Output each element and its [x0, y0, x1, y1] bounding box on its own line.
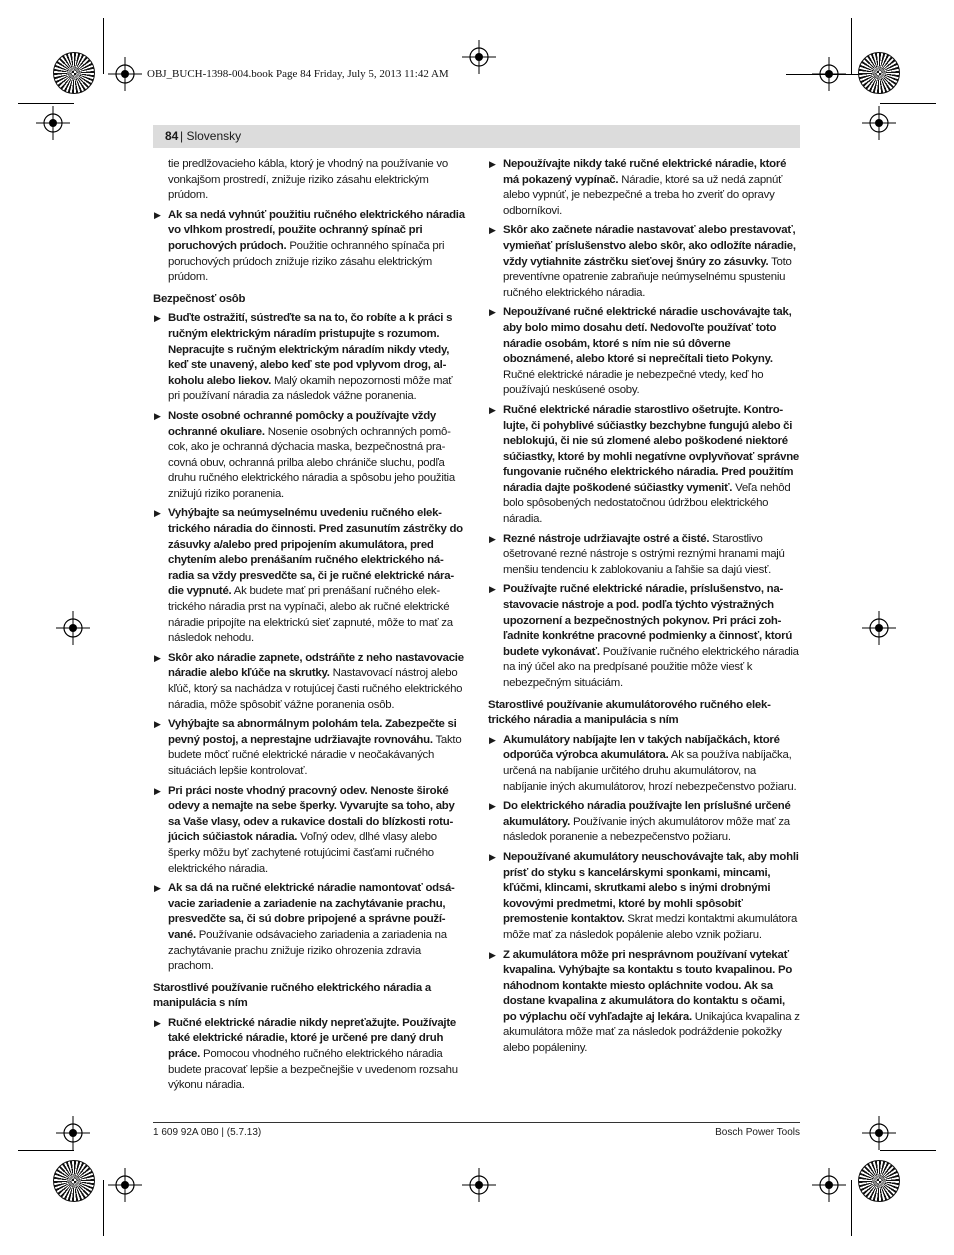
instruction-emphasis: Ak sa nedá vyhnúť použitiu ručného elektrického náradia vo vlhkom prostredí, použite ochranný spínač pri poruchových prúdoch.	[168, 208, 465, 252]
safety-instruction	[488, 223, 800, 301]
instruction-text: Skrat medzi kontaktmi akumulátora môže mať za následok popálenie alebo vznik požiaru.	[503, 913, 798, 941]
safety-instruction	[488, 157, 800, 219]
safety-instruction	[488, 948, 800, 1057]
paragraph-continuation: tie predlžovacieho kábla, ktorý je vhodný na používanie vo vonkajšom prostredí, znižuje riziko zásahu elektrickým prúdom.	[168, 158, 448, 202]
instruction-emphasis: Používajte ručné elektrické náradie, príslušenstvo, nastavovacie nástroje a pod. podľa týchto výstražných upozornení a bezpečnostných pokynov. Pri práci zohľadnite konkrétne pracovné podmienky a činnosť, ktorú budete vykonávať.	[503, 583, 793, 658]
bullet-arrow-icon: ▶	[489, 801, 496, 812]
safety-instruction	[488, 733, 800, 795]
registration-mark-icon	[36, 106, 70, 140]
instruction-emphasis: Noste osobné ochranné pomôcky a používajte vždy ochranné okuliare.	[168, 409, 437, 438]
instruction-emphasis: Z akumulátora môže pri nesprávnom používaní vytekať kvapalina. Vyhýbajte sa kontaktu s touto kvapalinou. Po náhodnom kontakte miesto opláchnite vodou. Ak sa dostane kvapalina z akumulátora do kontaktu s očami, po výplachu očí vyhľadajte aj lekára.	[503, 948, 793, 1023]
instruction-emphasis: Nepoužívajte nikdy také ručné elektrické náradie, ktoré má pokazený vypínač.	[503, 158, 787, 186]
instruction-emphasis: Do elektrického náradia používajte len príslušné určené akumulátory.	[503, 800, 791, 828]
bullet-arrow-icon: ▶	[489, 734, 496, 745]
instruction-emphasis: Nepoužívané akumulátory neuschovávajte tak, aby mohli prísť do styku s kancelárskymi sponkami, mincami, kľúčmi, klincami, skrutkami alebo s inými drobnými kovovými predmetmi, ktoré by mohli spôsobiť premostenie kontaktov.	[503, 850, 799, 926]
instruction-text: Ručné elektrické náradie je nebezpečné vtedy, keď ho používajú neskúsené osoby.	[503, 368, 764, 397]
instruction-text: Veľa nehôd bolo spôsobených nedostatočnou údržbou elektrického náradia.	[503, 481, 791, 526]
instruction-emphasis: Buďte ostražití, sústreďte sa na to, čo robíte a k práci s ručným elektrickým náradím pristupujte s rozumom. Nepracujte s ručným elektrickým náradím nikdy vtedy, keď ste unavený, alebo keď ste pod vplyvom drog, alkoholu alebo liekov.	[168, 312, 453, 387]
registration-mark-icon	[862, 1116, 896, 1150]
instruction-emphasis: Akumulátory nabíjajte len v takých nabíjačkách, ktoré odporúča výrobca akumulátora.	[503, 733, 780, 762]
instruction-text: Takto budete môcť ručné elektrické náradie v neočakávaných situáciách lepšie kontrolovať.	[168, 733, 462, 777]
safety-instruction	[488, 799, 800, 846]
registration-mark-icon	[862, 106, 896, 140]
safety-instruction	[153, 311, 465, 405]
instruction-text: Toto preventívne opatrenie zabraňuje neúmyselnému spusteniu ručného elektrického náradia.	[503, 255, 792, 299]
registration-mark-icon	[462, 1168, 496, 1202]
safety-instruction	[153, 208, 465, 286]
instruction-text: Nastavovací nástroj alebo kľúč, ktorý sa nachádza v rotujúcej časti ručného elektrického náradia, môže spôsobiť vážne poranenia osôb.	[168, 667, 463, 711]
trim-line	[103, 18, 104, 74]
instruction-text: Nosenie osobných ochranných pomôcok, ako je ochranná dýchacia maska, bezpečnostná pracovná obuv, ochranná prilba alebo chrániče sluchu, podľa druhu ručného elektrického náradia a spôsobu jeho použitia znižujú riziko poranenia.	[168, 425, 455, 500]
instruction-emphasis: Vyhýbajte sa neúmyselnému uvedeniu ručného elektrického náradia do činnosti. Pred zasunutím zástrčky do zásuvky a/alebo pred pripojením akumulátora, pred chytením alebo prenášaním ručného elektrického náradia sa vždy presvedčte sa, či je ručné elektrické náradie vypnuté.	[168, 507, 463, 598]
registration-mark-icon	[56, 611, 90, 645]
bullet-arrow-icon: ▶	[154, 785, 161, 796]
bullet-arrow-icon: ▶	[489, 307, 496, 318]
instruction-text: Malý okamih nepozornosti môže mať pri používaní náradia za následok vážne poranenia.	[168, 374, 453, 403]
instruction-text: Používanie odsávacieho zariadenia a zariadenia na zachytávanie prachu znižuje riziko ohrozenia zdravia prachom.	[168, 928, 447, 973]
instruction-emphasis: Rezné nástroje udržiavajte ostré a čisté.	[503, 532, 710, 545]
color-star-target-icon	[858, 1160, 900, 1202]
safety-instruction	[153, 506, 465, 646]
bullet-arrow-icon: ▶	[154, 313, 161, 324]
instruction-text: Pomocou vhodného ručného elektrického náradia budete pracovať lepšie a bezpečnejšie v uvedenom rozsahu výkonu náradia.	[168, 1048, 458, 1092]
safety-instruction	[153, 651, 465, 713]
instruction-text: Starostlivo ošetrované rezné nástroje s ostrými reznými hranami majú menšiu tendenciu k zablokovaniu a ľahšie sa dajú viesť.	[503, 532, 785, 576]
bullet-arrow-icon: ▶	[154, 652, 161, 663]
instruction-text: Náradie, ktoré sa už nedá zapnúť alebo vypnúť, je nebezpečné a treba ho zveriť do opravy odborníkovi.	[503, 173, 783, 217]
registration-mark-icon	[108, 1168, 142, 1202]
section-heading: Starostlivé používanie ručného elektrického náradia a manipulácia s ním	[153, 981, 431, 1010]
footer-doc-number: 1 609 92A 0B0 | (5.7.13)	[153, 1127, 262, 1138]
safety-instruction	[488, 582, 800, 691]
color-star-target-icon	[53, 52, 95, 94]
bullet-arrow-icon: ▶	[489, 533, 496, 544]
file-header: OBJ_BUCH-1398-004.book Page 84 Friday, July 5, 2013 11:42 AM	[147, 68, 449, 80]
registration-mark-icon	[56, 1116, 90, 1150]
instruction-text: Použitie ochranného spínača pri poruchových prúdoch znižuje riziko zásahu elektrickým prúdom.	[168, 239, 445, 284]
page-header-band	[153, 125, 800, 148]
safety-instruction	[153, 409, 465, 503]
bullet-arrow-icon: ▶	[489, 404, 496, 415]
bullet-arrow-icon: ▶	[154, 719, 161, 730]
instruction-text: Unikajúca kvapalina z akumulátora môže mať za následok podráždenie pokožky alebo popáleniny.	[503, 1010, 800, 1055]
color-star-target-icon	[858, 52, 900, 94]
instruction-emphasis: Skôr ako začnete náradie nastavovať alebo prestavovať, vymieňať príslušenstvo alebo skôr, ako odložíte náradie, vždy vytiahnite zástrčku sieťovej šnúry zo zásuvky.	[503, 224, 796, 268]
bullet-arrow-icon: ▶	[154, 508, 161, 519]
trim-line	[880, 1150, 936, 1151]
section-title: | Slovensky	[180, 129, 242, 143]
footer-rule	[153, 1122, 800, 1123]
instruction-text: Voľný odev, dlhé vlasy alebo šperky môžu byť zachytené rotujúcimi časťami ručného elektrického náradia.	[168, 831, 437, 875]
safety-instruction	[488, 305, 800, 399]
trim-line	[880, 103, 936, 104]
instruction-emphasis: Pri práci noste vhodný pracovný odev. Nenoste široké odevy a nemajte na sebe šperky. Vyvarujte sa toho, aby sa Vaše vlasy, odev a rukavice dostali do blízkosti rotujúcich súčiastok náradia.	[168, 784, 455, 844]
safety-instruction	[153, 784, 465, 878]
bullet-arrow-icon: ▶	[489, 949, 496, 960]
left-column	[153, 157, 465, 1098]
safety-instruction	[153, 881, 465, 975]
bullet-arrow-icon: ▶	[489, 159, 496, 169]
trim-line	[851, 1180, 852, 1236]
instruction-text: Ak sa používa nabíjačka, určená na nabíjanie určitého druhu akumulátorov, na nabíjanie iných akumulátorov, hrozí nebezpečenstvo požiaru.	[503, 749, 797, 793]
safety-instruction	[153, 1016, 465, 1094]
bullet-arrow-icon: ▶	[489, 851, 496, 862]
safety-instruction	[488, 532, 800, 579]
safety-instruction	[153, 717, 465, 779]
instruction-text: Používanie ručného elektrického náradia na iný účel ako na predpísané použitie môže viesť k nebezpečným situáciám.	[503, 645, 799, 689]
trim-line	[18, 1150, 74, 1151]
instruction-emphasis: Ručné elektrické náradie nikdy nepreťažujte. Používajte také elektrické náradie, ktoré je určené pre daný druh práce.	[168, 1016, 456, 1061]
trim-line	[103, 1180, 104, 1236]
instruction-text: Ak budete mať pri prenášaní ručného elektrického náradia prst na vypínači, alebo ak ručné elektrické náradie pripojíte na elektrickú sieť zapnuté, môže to mať za následok nehodu.	[168, 585, 453, 645]
instruction-emphasis: Skôr ako náradie zapnete, odstráňte z neho nastavovacie náradie alebo kľúče na skrutky.	[168, 651, 464, 680]
footer-brand: Bosch Power Tools	[715, 1127, 800, 1138]
bullet-arrow-icon: ▶	[489, 584, 496, 595]
bullet-arrow-icon: ▶	[154, 1017, 161, 1028]
safety-instruction	[488, 850, 800, 944]
bullet-arrow-icon: ▶	[154, 883, 161, 894]
right-column	[488, 157, 800, 1061]
registration-mark-icon	[812, 1168, 846, 1202]
instruction-text: Používanie iných akumulátorov môže mať za následok poranenie a nebezpečenstvo požiaru.	[503, 815, 790, 844]
bullet-arrow-icon: ▶	[489, 225, 496, 236]
registration-mark-icon	[862, 611, 896, 645]
safety-instruction	[488, 403, 800, 528]
section-name: Slovensky	[186, 129, 242, 143]
instruction-emphasis: Vyhýbajte sa abnormálnym polohám tela. Zabezpečte si pevný postoj, a neprestajne udržiavajte rovnováhu.	[168, 718, 457, 746]
registration-mark-icon	[462, 40, 496, 74]
color-star-target-icon	[53, 1160, 95, 1202]
bullet-arrow-icon: ▶	[154, 410, 161, 421]
trim-line	[851, 18, 852, 74]
registration-mark-icon	[812, 57, 846, 91]
section-heading: Starostlivé používanie akumulátorového ručného elektrického náradia a manipulácia s ním	[488, 698, 771, 727]
instruction-emphasis: Nepoužívané ručné elektrické náradie uschovávajte tak, aby bolo mimo dosahu detí. Nedovoľte používať toto náradie osobám, ktoré s ním nie sú dôverne oboznámené, alebo ktoré si neprečítali tieto Pokyny.	[503, 306, 792, 366]
page-number: 84	[165, 129, 179, 143]
trim-line	[18, 103, 74, 104]
instruction-emphasis: Ručné elektrické náradie starostlivo ošetrujte. Kontrolujte, či pohyblivé súčiastky bezchybne fungujú alebo či neblokujú, či nie sú zlomené alebo poškodené niektoré súčiastky, ktoré by mohli negatívne ovplyvňovať správne fungovanie ručného elektrického náradia. Pred použitím náradia dajte poškodené súčiastky vymeniť.	[503, 403, 799, 494]
bullet-arrow-icon: ▶	[154, 209, 161, 220]
instruction-emphasis: Ak sa dá na ručné elektrické náradie namontovať odsávacie zariadenie a zariadenie na zachytávanie prachu, presvedčte sa, či sú dobre pripojené a správne používané.	[168, 882, 455, 941]
section-heading: Bezpečnosť osôb	[153, 292, 246, 305]
registration-mark-icon	[108, 57, 142, 91]
